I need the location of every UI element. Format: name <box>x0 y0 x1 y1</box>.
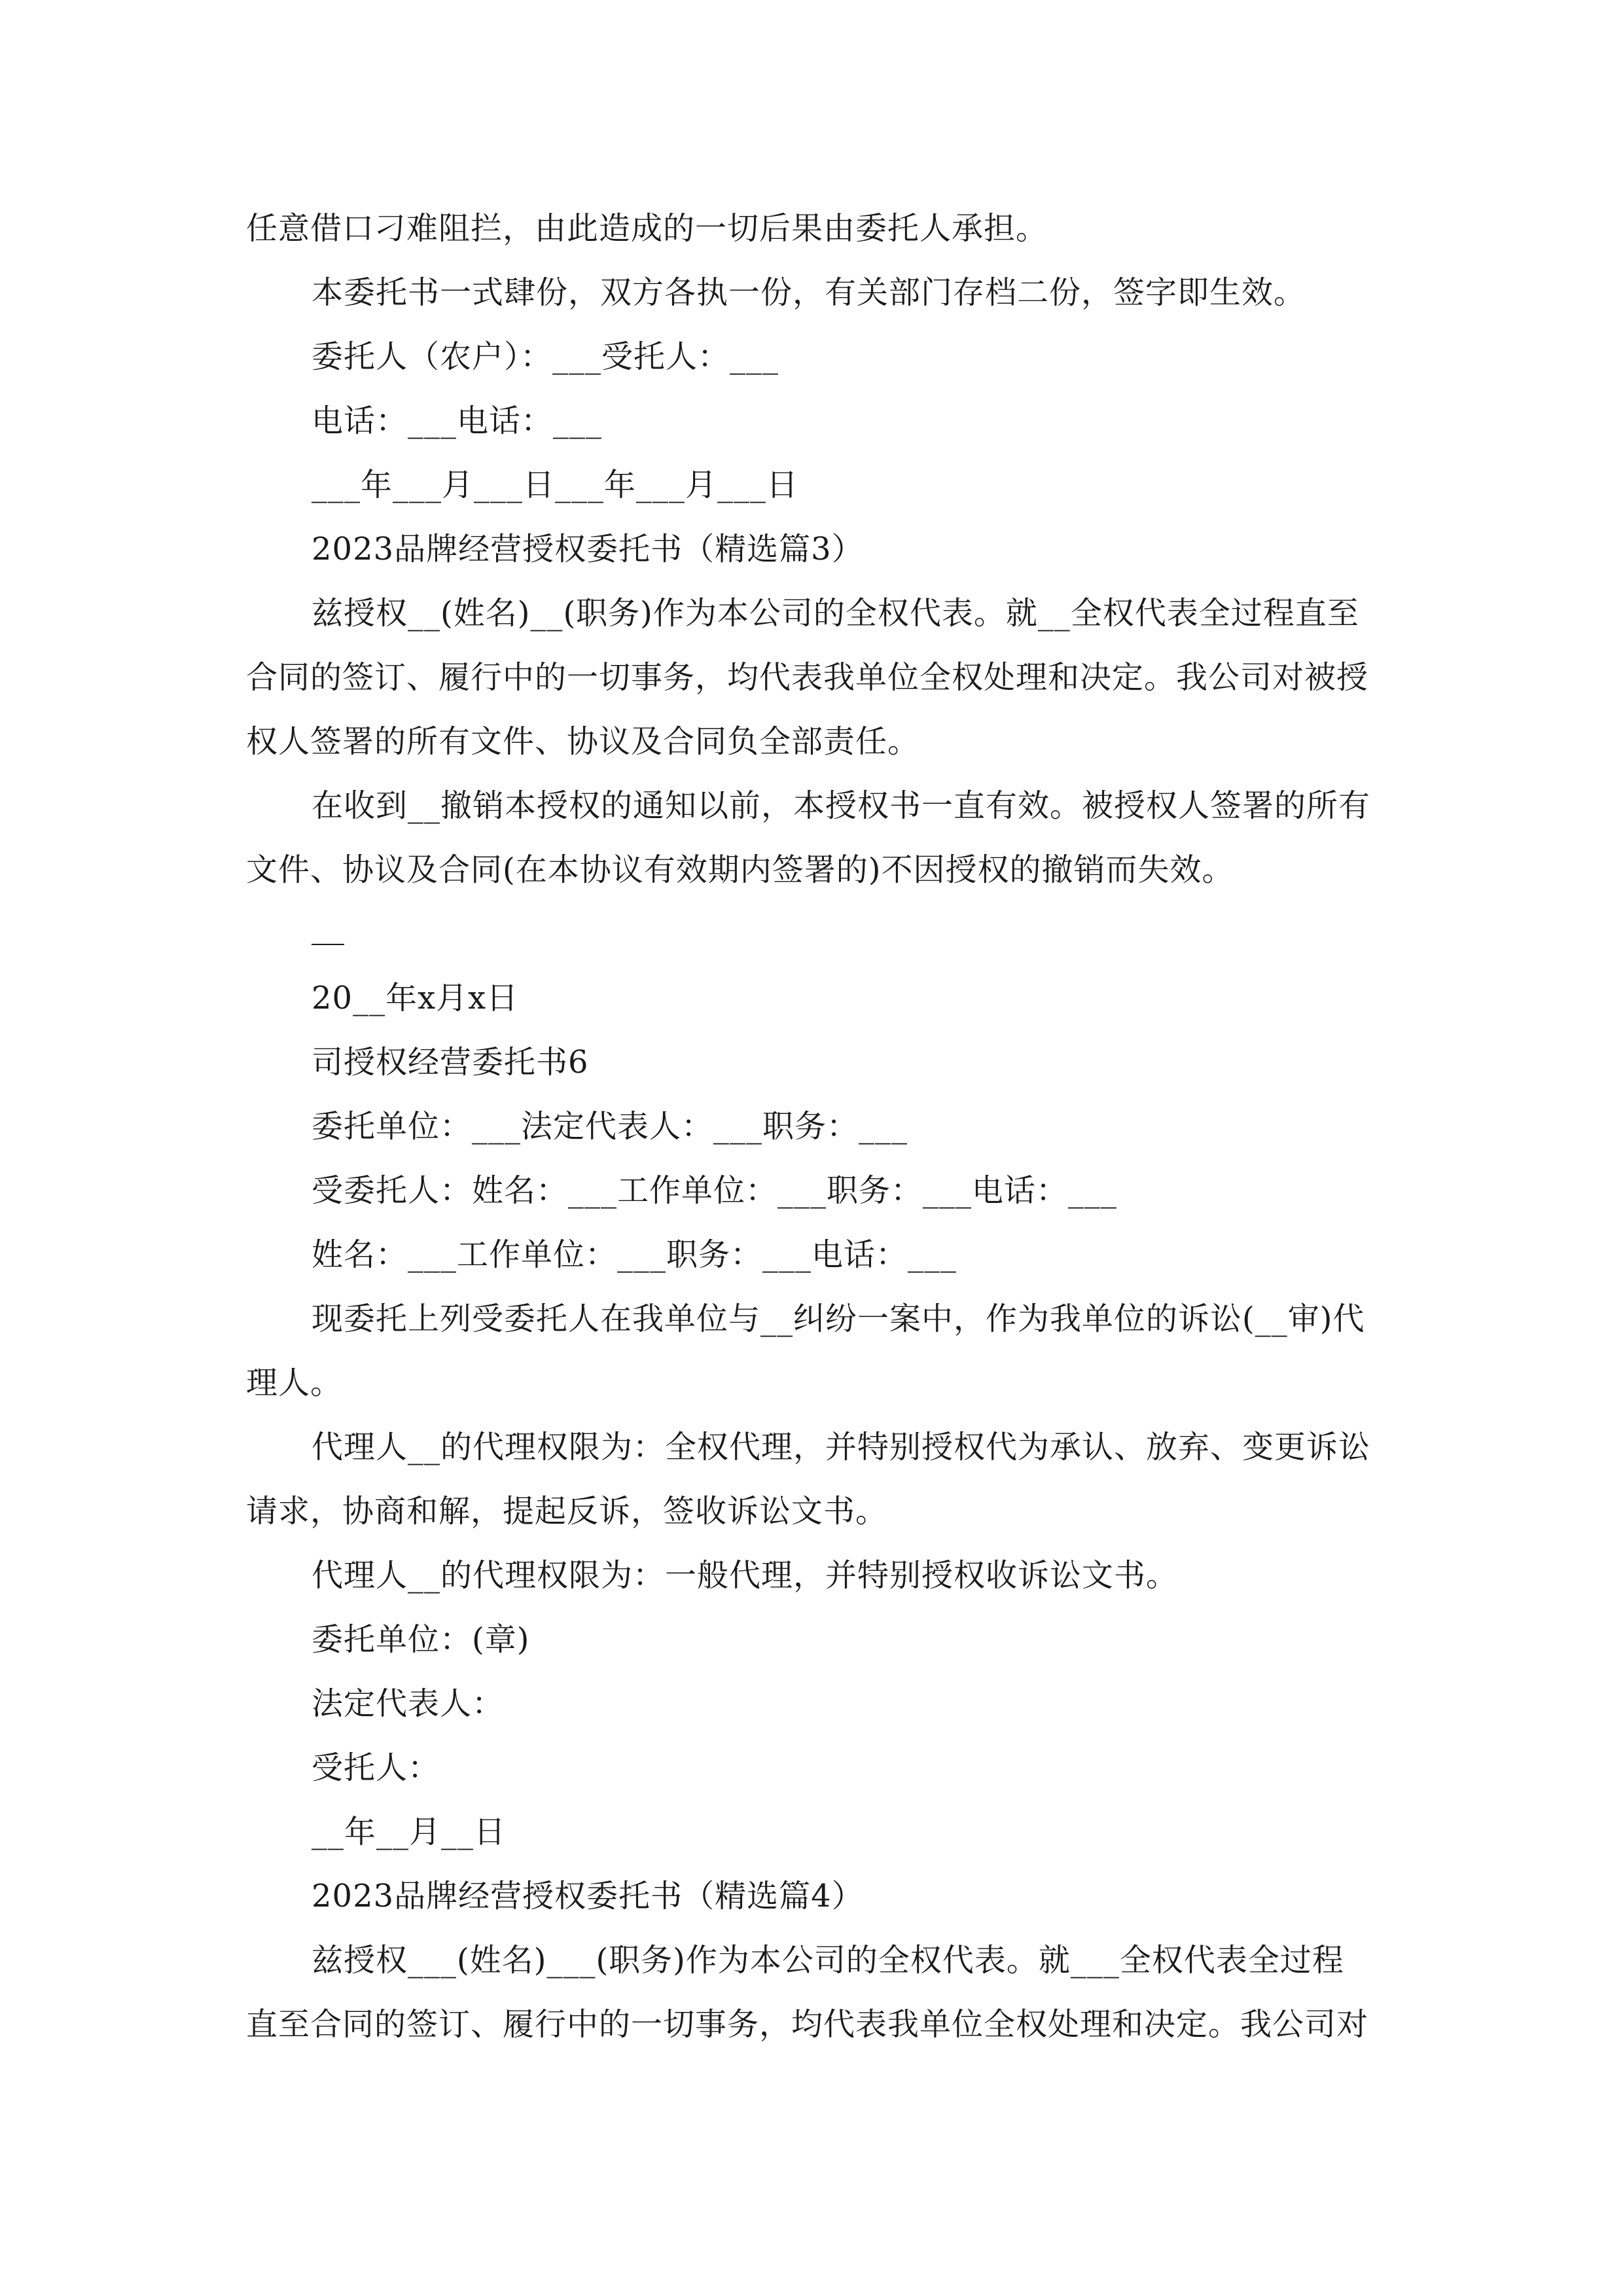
text-line: 姓名：___工作单位：___职务：___电话：___ <box>312 1236 957 1273</box>
text-line: 在收到__撤销本授权的通知以前，本授权书一直有效。被授权人签署的所有 <box>312 787 1371 824</box>
text-line: 委托人（农户）：___受托人：___ <box>312 338 779 375</box>
text-line: 兹授权__(姓名)__(职务)作为本公司的全权代表。就__全权代表全过程直至 <box>312 595 1359 632</box>
document-page <box>246 196 1385 2056</box>
text-line: 法定代表人： <box>312 1685 505 1722</box>
text-line: 代理人__的代理权限为：一般代理，并特别授权收诉讼文书。 <box>312 1557 1179 1594</box>
text-line: 受委托人：姓名：___工作单位：___职务：___电话：___ <box>312 1172 1118 1209</box>
text-line: 委托单位：(章) <box>312 1621 530 1658</box>
text-line: 直至合同的签订、履行中的一切事务，均代表我单位全权处理和决定。我公司对 <box>246 2006 1369 2043</box>
text-line: 权人签署的所有文件、协议及合同负全部责任。 <box>246 723 920 760</box>
section-heading: 司授权经营委托书6 <box>312 1044 589 1081</box>
date-line: 20__年x月x日 <box>312 980 519 1016</box>
text-line: 理人。 <box>246 1365 343 1401</box>
text-line: 委托单位：___法定代表人：___职务：___ <box>312 1108 908 1145</box>
text-line: 代理人__的代理权限为：全权代理，并特别授权代为承认、放弃、变更诉讼 <box>312 1429 1371 1465</box>
text-line: ___年___月___日___年___月___日 <box>312 467 799 503</box>
blank-dash <box>312 944 344 945</box>
section-heading: 2023品牌经营授权委托书（精选篇4） <box>312 1878 864 1914</box>
section-heading: 2023品牌经营授权委托书（精选篇3） <box>312 531 864 567</box>
signature-blank <box>246 902 1385 966</box>
text-line: 受托人： <box>312 1749 440 1786</box>
text-line: 文件、协议及合同(在本协议有效期内签署的)不因授权的撤销而失效。 <box>246 852 1234 888</box>
text-line: 现委托上列受委托人在我单位与__纠纷一案中，作为我单位的诉讼(__审)代 <box>312 1300 1365 1337</box>
text-line: 兹授权___(姓名)___(职务)作为本公司的全权代表。就___全权代表全过程 <box>312 1942 1344 1979</box>
text-line: 电话：___电话：___ <box>312 403 603 439</box>
text-line: 请求，协商和解，提起反诉，签收诉讼文书。 <box>246 1493 888 1530</box>
text-line: 合同的签订、履行中的一切事务，均代表我单位全权处理和决定。我公司对被授 <box>246 659 1369 696</box>
text-line: 任意借口刁难阻拦，由此造成的一切后果由委托人承担。 <box>246 210 1048 247</box>
date-line: __年__月__日 <box>312 1814 507 1850</box>
text-line: 本委托书一式肆份，双方各执一份，有关部门存档二份，签字即生效。 <box>312 274 1306 311</box>
